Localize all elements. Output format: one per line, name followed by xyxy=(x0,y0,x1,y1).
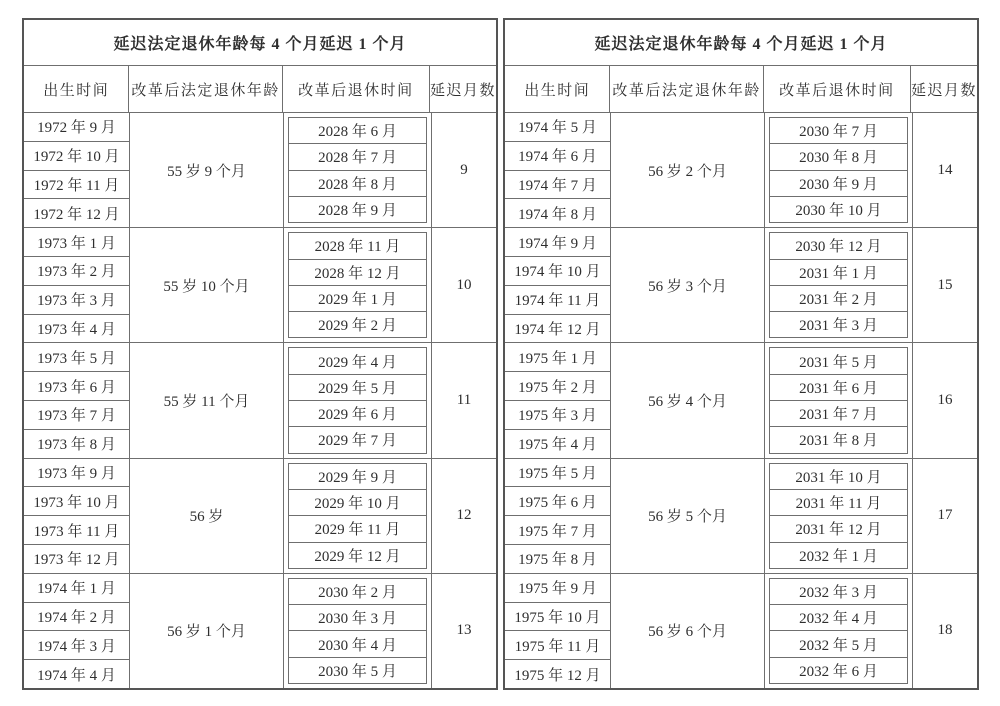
table-body xyxy=(505,113,977,688)
birth-column xyxy=(24,343,130,457)
birth-column xyxy=(505,228,611,342)
retirement-cell: 2031 年 5 月 xyxy=(769,347,908,374)
age-label: 55 岁 9 个月 xyxy=(167,163,246,180)
delay-label: 18 xyxy=(937,622,953,639)
birth-column xyxy=(24,574,130,688)
table-header-row xyxy=(505,66,977,113)
birth-cell: 1974 年 5 月 xyxy=(505,113,610,142)
age-label: 55 岁 10 个月 xyxy=(163,278,250,295)
delay-cell xyxy=(432,343,496,457)
birth-cell: 1975 年 1 月 xyxy=(505,343,610,372)
retirement-column xyxy=(284,343,432,457)
birth-cell: 1973 年 2 月 xyxy=(24,257,129,286)
retirement-cell: 2029 年 4 月 xyxy=(288,347,427,374)
retirement-cell: 2031 年 12 月 xyxy=(769,515,908,542)
birth-cell: 1974 年 9 月 xyxy=(505,228,610,257)
retirement-cell: 2030 年 5 月 xyxy=(288,657,427,684)
delay-cell xyxy=(432,228,496,342)
birth-column xyxy=(505,459,611,573)
retirement-cell: 2032 年 3 月 xyxy=(769,578,908,605)
retirement-cell: 2031 年 2 月 xyxy=(769,285,908,312)
retirement-cell: 2029 年 10 月 xyxy=(288,489,427,516)
age-group-row xyxy=(24,113,496,228)
birth-cell: 1974 年 8 月 xyxy=(518,206,597,223)
retirement-column xyxy=(765,113,913,227)
delay-cell xyxy=(913,228,977,342)
birth-cell: 1973 年 9 月 xyxy=(24,459,129,488)
age-group-row xyxy=(24,228,496,343)
header-retirement-time: 改革后退休时间 xyxy=(283,66,430,112)
birth-cell: 1972 年 9 月 xyxy=(24,113,129,142)
delay-cell xyxy=(432,459,496,573)
age-group-row xyxy=(505,113,977,228)
retirement-cell: 2029 年 1 月 xyxy=(288,285,427,312)
birth-cell: 1973 年 6 月 xyxy=(24,372,129,401)
age-group-row xyxy=(505,343,977,458)
birth-cell: 1974 年 11 月 xyxy=(505,286,610,315)
retirement-column xyxy=(765,228,913,342)
retirement-cell: 2028 年 11 月 xyxy=(288,232,427,259)
birth-column xyxy=(505,113,611,227)
retirement-cell: 2030 年 9 月 xyxy=(769,170,908,197)
header-delay-months: 延迟月数 xyxy=(910,82,977,99)
retirement-cell: 2029 年 5 月 xyxy=(288,374,427,401)
header-birth-time: 出生时间 xyxy=(24,66,129,112)
retirement-column xyxy=(284,113,432,227)
retirement-cell: 2030 年 2 月 xyxy=(288,578,427,605)
retirement-cell: 2030 年 8 月 xyxy=(769,143,908,170)
age-label: 56 岁 3 个月 xyxy=(648,278,727,295)
header-retirement-time: 改革后退休时间 xyxy=(764,66,911,112)
delay-label: 14 xyxy=(937,161,953,178)
retirement-cell: 2029 年 7 月 xyxy=(288,426,427,453)
birth-cell: 1974 年 2 月 xyxy=(24,603,129,632)
delay-cell xyxy=(913,343,977,457)
retirement-cell: 2030 年 12 月 xyxy=(769,232,908,259)
table-header-row xyxy=(24,66,496,113)
delay-label: 16 xyxy=(937,392,953,408)
birth-cell: 1975 年 12 月 xyxy=(514,667,601,684)
retirement-cell: 2032 年 6 月 xyxy=(769,657,908,684)
age-group-row xyxy=(505,459,977,574)
retirement-column xyxy=(765,574,913,688)
birth-cell: 1975 年 3 月 xyxy=(505,401,610,430)
birth-cell: 1975 年 10 月 xyxy=(505,603,610,632)
header-statutory-retirement-age: 改革后法定退休年龄 xyxy=(129,66,282,112)
birth-cell: 1973 年 4 月 xyxy=(37,321,116,338)
retirement-cell: 2031 年 8 月 xyxy=(769,426,908,453)
delay-cell xyxy=(432,113,496,227)
tables-wrapper xyxy=(22,18,979,690)
birth-cell: 1973 年 1 月 xyxy=(24,228,129,257)
delay-label: 17 xyxy=(937,507,953,524)
retirement-cell: 2029 年 9 月 xyxy=(288,463,427,490)
age-cell xyxy=(130,459,284,573)
retirement-cell: 2031 年 10 月 xyxy=(769,463,908,490)
birth-cell: 1973 年 12 月 xyxy=(33,552,120,569)
birth-cell: 1974 年 10 月 xyxy=(505,257,610,286)
retirement-column xyxy=(765,459,913,573)
age-cell xyxy=(611,343,765,457)
age-cell xyxy=(130,574,284,688)
delay-label: 10 xyxy=(456,276,472,293)
retirement-table-left xyxy=(22,18,498,690)
delay-label: 12 xyxy=(456,507,472,524)
age-label: 56 岁 6 个月 xyxy=(648,624,727,641)
delay-label: 13 xyxy=(456,622,472,639)
birth-cell: 1972 年 10 月 xyxy=(24,142,129,171)
delay-cell xyxy=(432,574,496,688)
age-cell xyxy=(130,228,284,342)
birth-cell: 1975 年 8 月 xyxy=(518,552,597,569)
header-birth-time: 出生时间 xyxy=(505,66,610,112)
birth-cell: 1973 年 11 月 xyxy=(24,516,129,545)
age-label: 56 岁 5 个月 xyxy=(648,509,727,526)
retirement-cell: 2030 年 4 月 xyxy=(288,630,427,657)
birth-cell: 1973 年 8 月 xyxy=(37,437,116,454)
birth-cell: 1972 年 12 月 xyxy=(33,206,120,223)
age-cell xyxy=(611,113,765,227)
birth-cell: 1975 年 11 月 xyxy=(505,631,610,660)
birth-cell: 1975 年 4 月 xyxy=(518,437,597,454)
retirement-cell: 2031 年 11 月 xyxy=(769,489,908,516)
age-group-row xyxy=(24,574,496,688)
age-group-row xyxy=(505,574,977,688)
delay-label: 15 xyxy=(937,276,953,293)
table-title: 延迟法定退休年龄每 4 个月延迟 1 个月 xyxy=(24,20,496,66)
age-group-row xyxy=(505,228,977,343)
table-title: 延迟法定退休年龄每 4 个月延迟 1 个月 xyxy=(505,20,977,66)
retirement-column xyxy=(284,228,432,342)
retirement-cell: 2028 年 9 月 xyxy=(288,196,427,223)
birth-cell: 1973 年 5 月 xyxy=(24,343,129,372)
birth-cell: 1975 年 7 月 xyxy=(505,516,610,545)
retirement-cell: 2031 年 6 月 xyxy=(769,374,908,401)
retirement-cell: 2032 年 4 月 xyxy=(769,604,908,631)
age-cell xyxy=(611,228,765,342)
retirement-column xyxy=(765,343,913,457)
age-cell xyxy=(611,574,765,688)
birth-cell: 1974 年 3 月 xyxy=(24,631,129,660)
retirement-cell: 2032 年 5 月 xyxy=(769,630,908,657)
delay-label: 11 xyxy=(456,392,472,408)
table-body xyxy=(24,113,496,688)
retirement-column xyxy=(284,459,432,573)
retirement-table-right xyxy=(503,18,979,690)
age-cell xyxy=(130,113,284,227)
birth-cell: 1973 年 3 月 xyxy=(24,286,129,315)
age-label: 56 岁 4 个月 xyxy=(648,394,727,410)
header-statutory-retirement-age: 改革后法定退休年龄 xyxy=(610,66,763,112)
delay-cell xyxy=(913,459,977,573)
retirement-cell: 2029 年 2 月 xyxy=(288,311,427,338)
birth-cell: 1972 年 11 月 xyxy=(24,171,129,200)
retirement-cell: 2032 年 1 月 xyxy=(769,542,908,569)
birth-cell: 1975 年 2 月 xyxy=(505,372,610,401)
retirement-cell: 2031 年 1 月 xyxy=(769,259,908,286)
birth-cell: 1975 年 6 月 xyxy=(505,487,610,516)
delay-cell xyxy=(913,574,977,688)
birth-column xyxy=(24,228,130,342)
birth-cell: 1974 年 4 月 xyxy=(37,667,116,684)
birth-column xyxy=(24,113,130,227)
age-label: 55 岁 11 个月 xyxy=(163,394,250,410)
delay-label: 9 xyxy=(460,161,468,178)
birth-cell: 1974 年 1 月 xyxy=(24,574,129,603)
retirement-cell: 2030 年 3 月 xyxy=(288,604,427,631)
retirement-cell: 2028 年 7 月 xyxy=(288,143,427,170)
retirement-column xyxy=(284,574,432,688)
birth-cell: 1974 年 12 月 xyxy=(514,321,601,338)
birth-cell: 1973 年 7 月 xyxy=(24,401,129,430)
delay-cell xyxy=(913,113,977,227)
birth-cell: 1975 年 5 月 xyxy=(505,459,610,488)
retirement-cell: 2031 年 7 月 xyxy=(769,400,908,427)
age-label: 56 岁 2 个月 xyxy=(648,163,727,180)
age-cell xyxy=(130,343,284,457)
birth-column xyxy=(505,574,611,688)
retirement-cell: 2028 年 6 月 xyxy=(288,117,427,144)
age-cell xyxy=(611,459,765,573)
retirement-cell: 2029 年 11 月 xyxy=(288,515,427,542)
retirement-cell: 2029 年 12 月 xyxy=(288,542,427,569)
birth-cell: 1974 年 7 月 xyxy=(505,171,610,200)
birth-cell: 1973 年 10 月 xyxy=(24,487,129,516)
birth-column xyxy=(24,459,130,573)
age-group-row xyxy=(24,459,496,574)
age-label: 56 岁 1 个月 xyxy=(167,624,246,641)
retirement-cell: 2030 年 7 月 xyxy=(769,117,908,144)
header-delay-months: 延迟月数 xyxy=(429,82,496,99)
age-label: 56 岁 xyxy=(189,509,224,526)
birth-column xyxy=(505,343,611,457)
age-group-row xyxy=(24,343,496,458)
retirement-cell: 2028 年 12 月 xyxy=(288,259,427,286)
birth-cell: 1974 年 6 月 xyxy=(505,142,610,171)
retirement-cell: 2030 年 10 月 xyxy=(769,196,908,223)
birth-cell: 1975 年 9 月 xyxy=(505,574,610,603)
retirement-cell: 2029 年 6 月 xyxy=(288,400,427,427)
retirement-cell: 2031 年 3 月 xyxy=(769,311,908,338)
retirement-cell: 2028 年 8 月 xyxy=(288,170,427,197)
